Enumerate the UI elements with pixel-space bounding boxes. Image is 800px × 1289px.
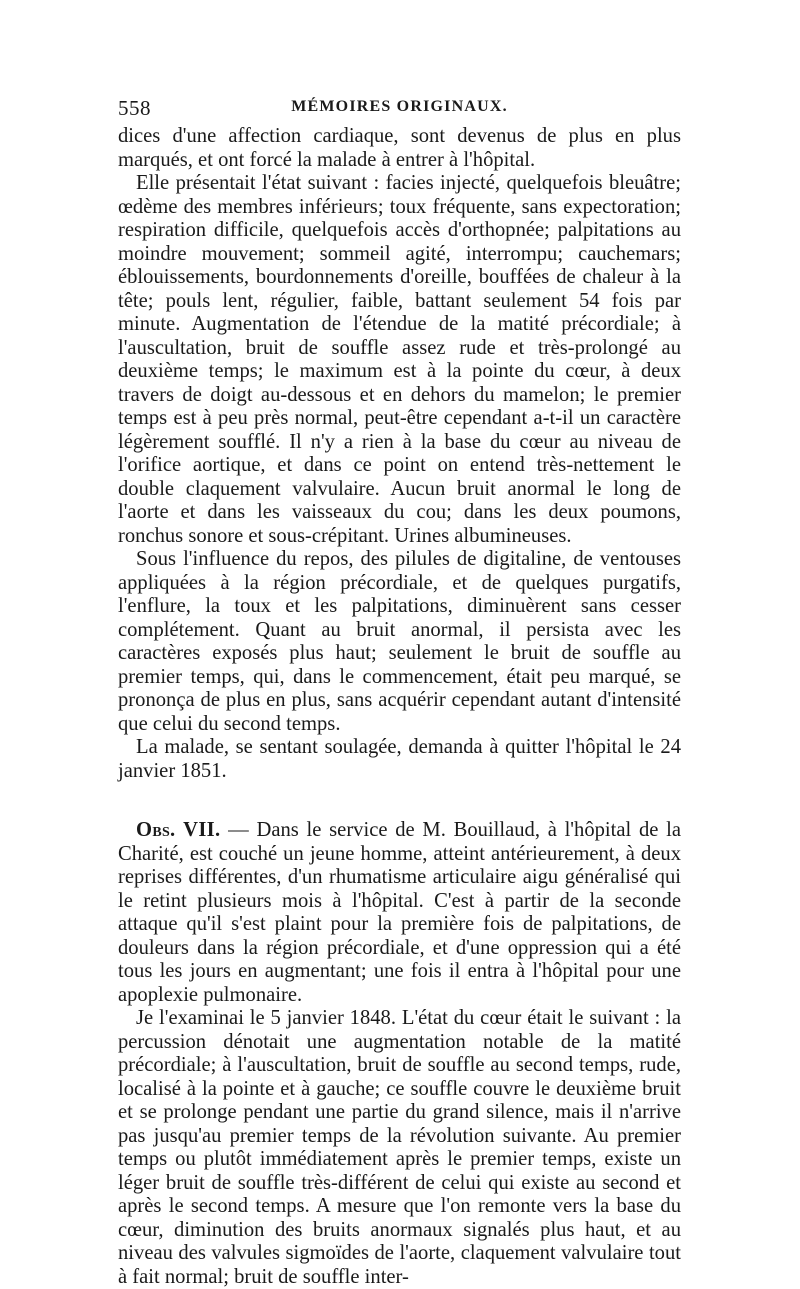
paragraph: La malade, se sentant soulagée, demanda à quitter l'hôpital le 24 janvier 1851. xyxy=(118,736,681,782)
paragraph: Elle présentait l'état suivant : facies injecté, quelquefois bleuâtre; œdème des membres inférieurs; toux fréquente, sans expectoration; respiration difficile, quelquefois accès d'orthopnée; palpitations au moindre mouvement; sommeil agité, interrompu; cauchemars; éblouissements, bourdonnements d'oreille, bouffées de chaleur à la tête; pouls lent, régulier, faible, battant seulement 54 fois par minute. Augmentation de l'étendue de la matité précordiale; à l'auscultation, bruit de souffle assez rude et très-prolongé au deuxième temps; le maximum est à la pointe du cœur, à deux travers de doigt au-dessous et en dehors du mamelon; le premier temps est à peu près normal, peut-être cependant a-t-il un caractère légèrement soufflé. Il n'y a rien à la base du cœur au niveau de l'orifice aortique, et dans ce point on entend très-nettement le double claquement valvulaire. Aucun bruit anormal le long de l'aorte et dans les vaisseaux du cou; dans les deux poumons, ronchus sonore et sous-crépitant. Urines albumineuses. xyxy=(118,172,681,547)
paragraph: Sous l'influence du repos, des pilules de digitaline, de ventouses appliquées à la région précordiale, et de quelques purgatifs, l'enflure, la toux et les palpitations, diminuèrent sans cesser complétement. Quant au bruit anormal, il persista avec les caractères exposés plus haut; seulement le bruit de souffle au premier temps, qui, dans le commencement, était peu marqué, se prononça de plus en plus, sans acquérir cependant autant d'intensité que celui du second temps. xyxy=(118,548,681,735)
running-title: MÉMOIRES ORIGINAUX. xyxy=(291,98,508,115)
observation-intro: — Dans le service de M. Bouillaud, à l'hôpital de la Charité, est couché un jeune homme, atteint antérieurement, à deux reprises différentes, d'un rhumatisme articulaire aigu généralisé qui le retint plusieurs mois à l'hôpital. C'est à partir de la seconde attaque qu'il s'est plaint pour la première fois de palpitations, de douleurs dans la région précordiale, et d'une oppression qui a été tous les jours en augmentant; une fois il entra à l'hôpital pour une apoplexie pulmonaire. xyxy=(118,819,681,1006)
observation-paragraph xyxy=(118,819,681,1007)
paragraph: dices d'une affection cardiaque, sont devenus de plus en plus marqués, et ont forcé la malade à entrer à l'hôpital. xyxy=(118,125,681,171)
page-number: 558 xyxy=(118,96,151,120)
paragraph: Je l'examinai le 5 janvier 1848. L'état du cœur était le suivant : la percussion dénotait une augmentation notable de la matité précordiale; à l'auscultation, bruit de souffle au second temps, rude, localisé à la pointe et à gauche; ce souffle couvre le deuxième bruit et se prolonge pendant une partie du grand silence, mais il n'arrive pas jusqu'au premier temps de la révolution suivante. Au premier temps ou plutôt immédiatement après le premier temps, existe un léger bruit de souffle très-différent de celui qui existe au second et après le second temps. A mesure que l'on remonte vers la base du cœur, diminution des bruits anormaux signalés plus haut, et au niveau des valvules sigmoïdes de l'aorte, claquement valvulaire tout à fait normal; bruit de souffle inter- xyxy=(118,1007,681,1288)
page-header xyxy=(118,96,681,122)
observation-label: Obs. VII. xyxy=(136,819,221,841)
page-body xyxy=(118,125,681,1289)
